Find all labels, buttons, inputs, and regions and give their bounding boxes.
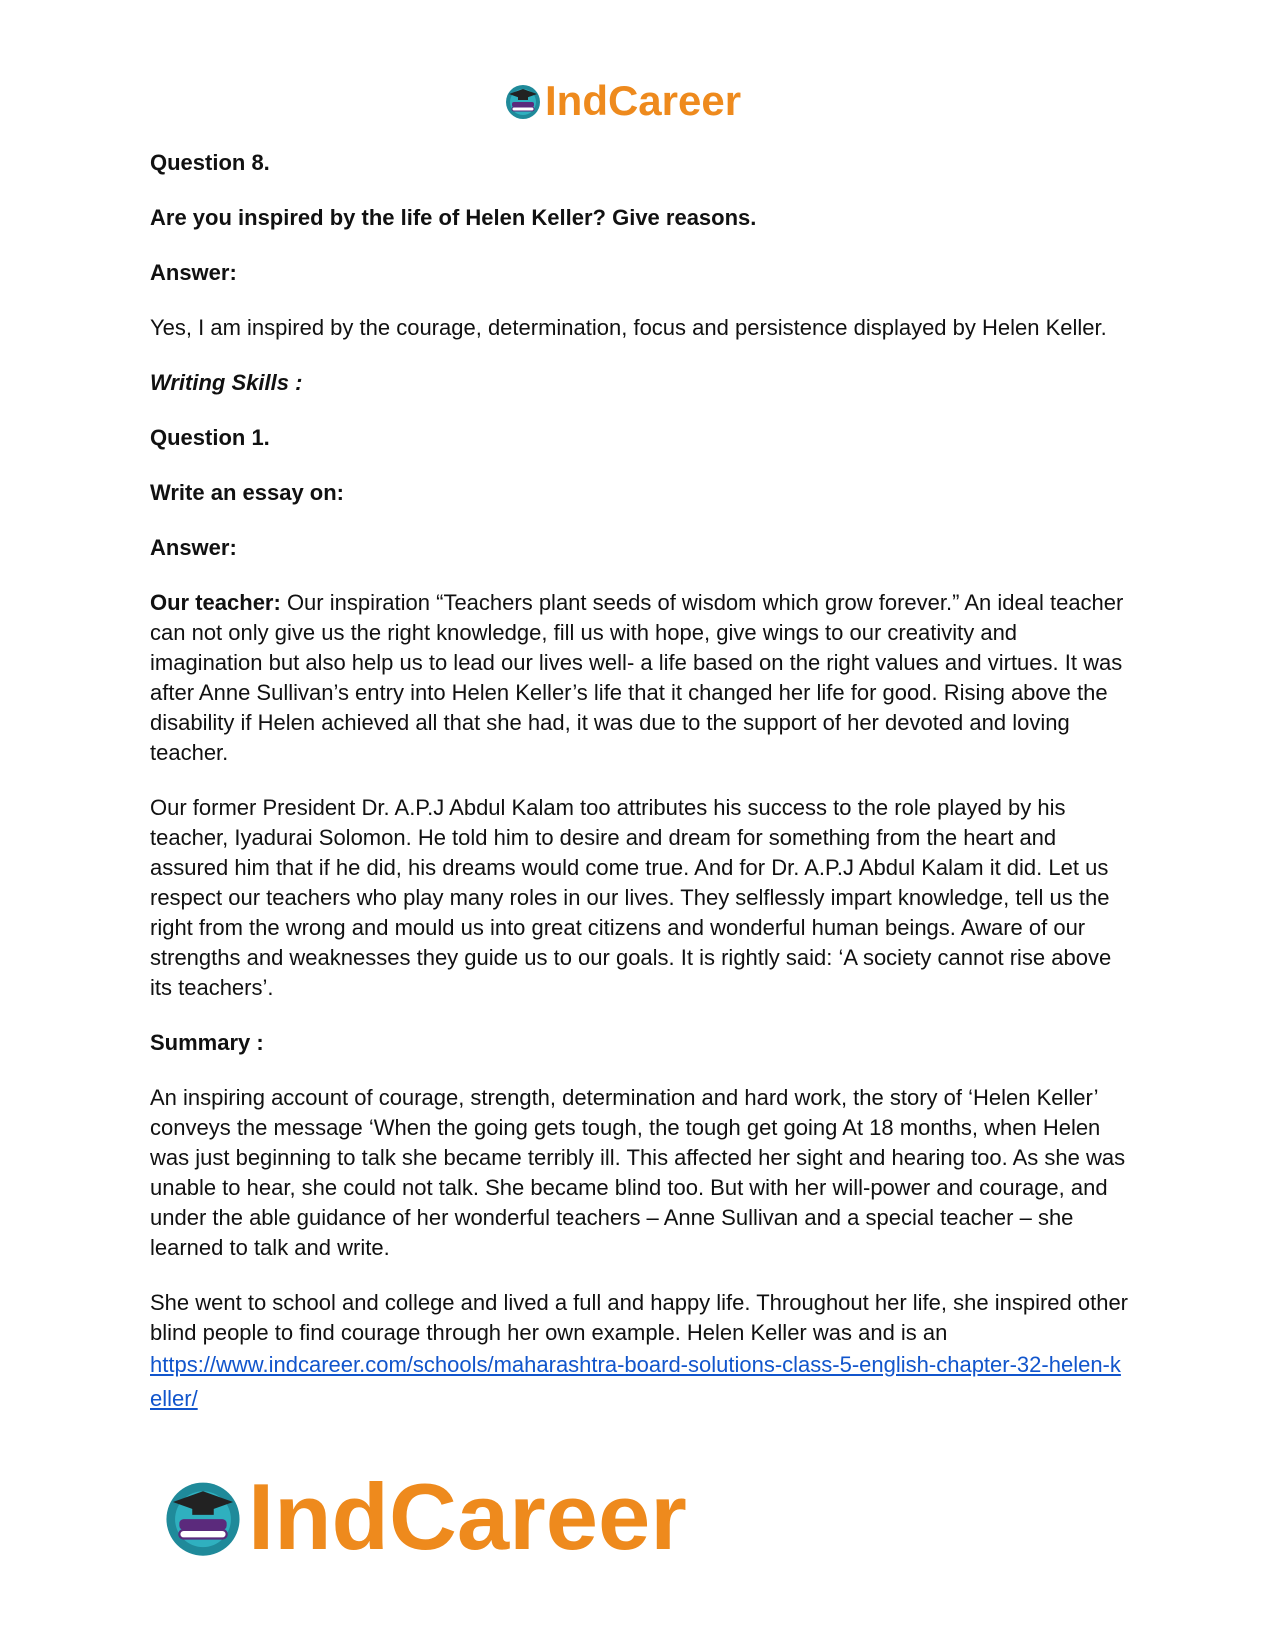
question-1-answer-label: Answer: [150, 535, 237, 560]
question-1-heading: Question 1. [150, 425, 270, 450]
logo-wordmark: IndCareer [545, 77, 742, 124]
summary-heading: Summary : [150, 1030, 264, 1055]
document-body [150, 148, 1130, 1416]
graduation-book-icon [503, 81, 543, 121]
writing-skills-heading: Writing Skills : [150, 370, 303, 395]
footer-logo [160, 1464, 687, 1569]
summary-paragraph-2 [150, 1288, 1130, 1416]
question-8-answer: Yes, I am inspired by the courage, determination, focus and persistence displayed by Helen Keller. [150, 315, 1107, 340]
essay-lead: Our teacher: [150, 590, 281, 615]
essay-paragraph-1-text: Our inspiration “Teachers plant seeds of wisdom which grow forever.” An ideal teacher can not only give us the right knowledge, fill us with hope, give wings to our creativity and imagination but also help us to lead our lives well- a life based on the right values and virtues. It was after Anne Sullivan’s entry into Helen Keller’s life that it changed her life for good. Rising above the disability if Helen achieved all that she had, it was due to the support of her devoted and loving teacher. [150, 590, 1124, 765]
logo-wordmark: IndCareer [248, 1464, 687, 1569]
header-logo [503, 77, 742, 124]
summary-paragraph-1: An inspiring account of courage, strength, determination and hard work, the story of ‘Helen Keller’ conveys the message ‘When the going gets tough, the tough get going At 18 months, when Helen was just beginning to talk she became terribly ill. This affected her sight and hearing too. As she was unable to hear, she could not talk. She became blind too. But with her will-power and courage, and under the able guidance of her wonderful teachers – Anne Sullivan and a special teacher – she learned to talk and write. [150, 1085, 1126, 1260]
question-8-heading: Question 8. [150, 150, 270, 175]
graduation-book-icon [160, 1474, 246, 1560]
question-8-text: Are you inspired by the life of Helen Keller? Give reasons. [150, 205, 757, 230]
question-8-answer-label: Answer: [150, 260, 237, 285]
essay-paragraph-2: Our former President Dr. A.P.J Abdul Kalam too attributes his success to the role played by his teacher, Iyadurai Solomon. He told him to desire and dream for something from the heart and assured him that if he did, his dreams would come true. And for Dr. A.P.J Abdul Kalam it did. Let us respect our teachers who play many roles in our lives. They selflessly impart knowledge, tell us the right from the wrong and mould us into great citizens and wonderful human beings. Aware of our strengths and weaknesses they guide us to our goals. It is rightly said: ‘A society cannot rise above its teachers’. [150, 795, 1112, 1000]
question-1-text: Write an essay on: [150, 480, 344, 505]
essay-paragraph-1 [150, 588, 1130, 768]
source-link[interactable]: https://www.indcareer.com/schools/maharashtra-board-solutions-class-5-english-chapter-32-helen-keller/ [150, 1352, 1121, 1411]
summary-paragraph-2-text: She went to school and college and lived a full and happy life. Throughout her life, she inspired other blind people to find courage through her own example. Helen Keller was and is an [150, 1290, 1129, 1345]
